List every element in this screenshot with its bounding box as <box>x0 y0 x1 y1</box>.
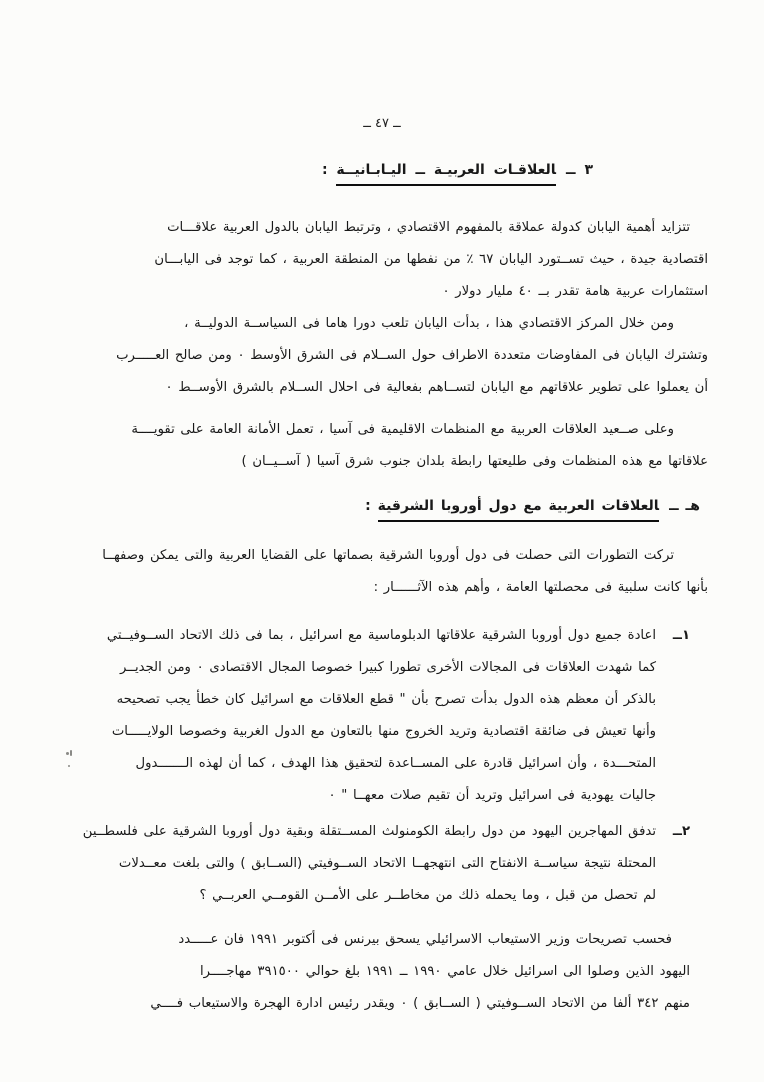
scan-artifact <box>66 752 69 755</box>
text-line: لم تحصل من قبل ، وما يحمله ذلك من مخاطــر على الأمــن القومــي العربــي ؟ <box>199 888 656 903</box>
text-line: اليهود الذين وصلوا الى اسرائيل خلال عامي ١٩٩٠ ــ ١٩٩١ بلغ حوالي ٣٩١٥٠٠ مهاجــــرا <box>200 964 690 979</box>
section-number: ٣ ــ <box>566 162 593 178</box>
section-colon: : <box>365 498 378 514</box>
text-line: اعادة جميع دول أوروبا الشرقية علاقاتها الدبلوماسية مع اسرائيل ، بما فى ذلك الاتحاد الســوفيــتي <box>106 628 656 643</box>
section-letter: هـ ــ <box>669 498 700 514</box>
text-line: جاليات يهودية فى اسرائيل وتريد أن تقيم صلات معهــا " ٠ <box>328 788 656 803</box>
text-line: وتشترك اليابان فى المفاوضات متعددة الاطراف حول الســلام فى الشرق الأوسط ٠ ومن صالح العـــــرب <box>116 348 708 363</box>
list-item-2 <box>82 816 690 912</box>
text-line: أن يعملوا على تطوير علاقاتهم مع اليابان لتســاهم بفعالية فى احلال الســلام بالشرق الأوســط ٠ <box>165 380 708 395</box>
text-line: كما شهدت العلاقات فى المجالات الأخرى تطورا كبيرا خصوصا المجال الاقتصادى ٠ ومن الجديــر <box>119 660 656 675</box>
text-line: تدفق المهاجرين اليهود من دول رابطة الكومنولث المســتقلة وبقية دول أوروبا الشرقية على فلسطــين <box>82 824 656 839</box>
section-heading-east-europe <box>365 498 700 514</box>
text-line: فحسب تصريحات وزير الاستيعاب الاسرائيلي يسحق بيرنس فى أكتوبر ١٩٩١ فان عـــــدد <box>178 932 672 947</box>
text-line: تركت التطورات التى حصلت فى دول أوروبا الشرقية بصماتها على القضايا العربية والتى يمكن وصفهــا <box>102 548 674 563</box>
scan-artifact <box>68 765 70 767</box>
text-line: منهم ٣٤٢ ألفا من الاتحاد الســوفيتي ( الســابق ) ٠ ويقدر رئيس ادارة الهجرة والاستيعاب فــــي <box>150 996 690 1011</box>
text-line: تتزايد أهمية اليابان كدولة عملاقة بالمفهوم الاقتصادي ، وترتبط اليابان بالدول العربية علاقـــات <box>167 220 690 235</box>
section-heading-japan <box>322 162 593 178</box>
text-line: استثمارات عربية هامة تقدر بــ ٤٠ مليار دولار ٠ <box>442 284 708 299</box>
section-title: العلاقات العربية مع دول أوروبا الشرقية <box>378 498 659 522</box>
text-line: بأنها كانت سلبية فى محصلتها العامة ، وأهم هذه الآثــــــار : <box>373 580 708 595</box>
paragraph-japan-3 <box>86 414 708 478</box>
section-colon: : <box>321 162 337 178</box>
text-line: بالذكر أن معظم هذه الدول بدأت تصرح بأن " قطع العلاقات مع اسرائيل كان خطأ يجب تصحيحه <box>116 692 656 707</box>
list-item-1 <box>86 620 690 812</box>
text-line: وأنها تعيش فى ضائقة اقتصادية وتريد الخروج منها بالتعاون مع الدول الغربية وخصوصا الولايـــــات <box>111 724 656 739</box>
text-line: وعلى صــعيد العلاقات العربية مع المنظمات الاقليمية فى آسيا ، تعمل الأمانة العامة على تقويــــة <box>131 422 674 437</box>
paragraph-japan-2 <box>86 308 708 404</box>
paragraph-statistics-note <box>86 924 690 1020</box>
paragraph-japan-1 <box>86 212 708 308</box>
list-item-number: ١ــ <box>672 628 690 643</box>
text-line: اقتصادية جيدة ، حيث تســتورد اليابان ٦٧ ٪ من نفطها من المنطقة العربية ، كما توجد فى اليابـــان <box>154 252 708 267</box>
text-line: المتحـــدة ، وأن اسرائيل قادرة على المســاعدة لتحقيق هذا الهدف ، كما أن لهذه الـــــــدول <box>135 756 656 771</box>
page-number: ــ ٤٧ ــ <box>363 116 401 131</box>
paragraph-east-europe-intro <box>86 540 708 604</box>
text-line: ومن خلال المركز الاقتصادي هذا ، بدأت اليابان تلعب دورا هاما فى السياســة الدوليــة ، <box>184 316 674 331</box>
scan-artifact <box>70 750 72 756</box>
list-item-number: ٢ــ <box>672 824 690 839</box>
text-line: المحتلة نتيجة سياســة الانفتاح التى انتهجهــا الاتحاد الســوفيتي (الســابق ) والتى بلغت معــدلات <box>118 856 656 871</box>
text-line: علاقاتها مع هذه المنظمات وفى طليعتها رابطة بلدان جنوب شرق آسيا ( آســيــان ) <box>241 454 708 469</box>
section-title: العلاقـات العربيـة ــ اليـابـانيــة <box>336 162 556 186</box>
